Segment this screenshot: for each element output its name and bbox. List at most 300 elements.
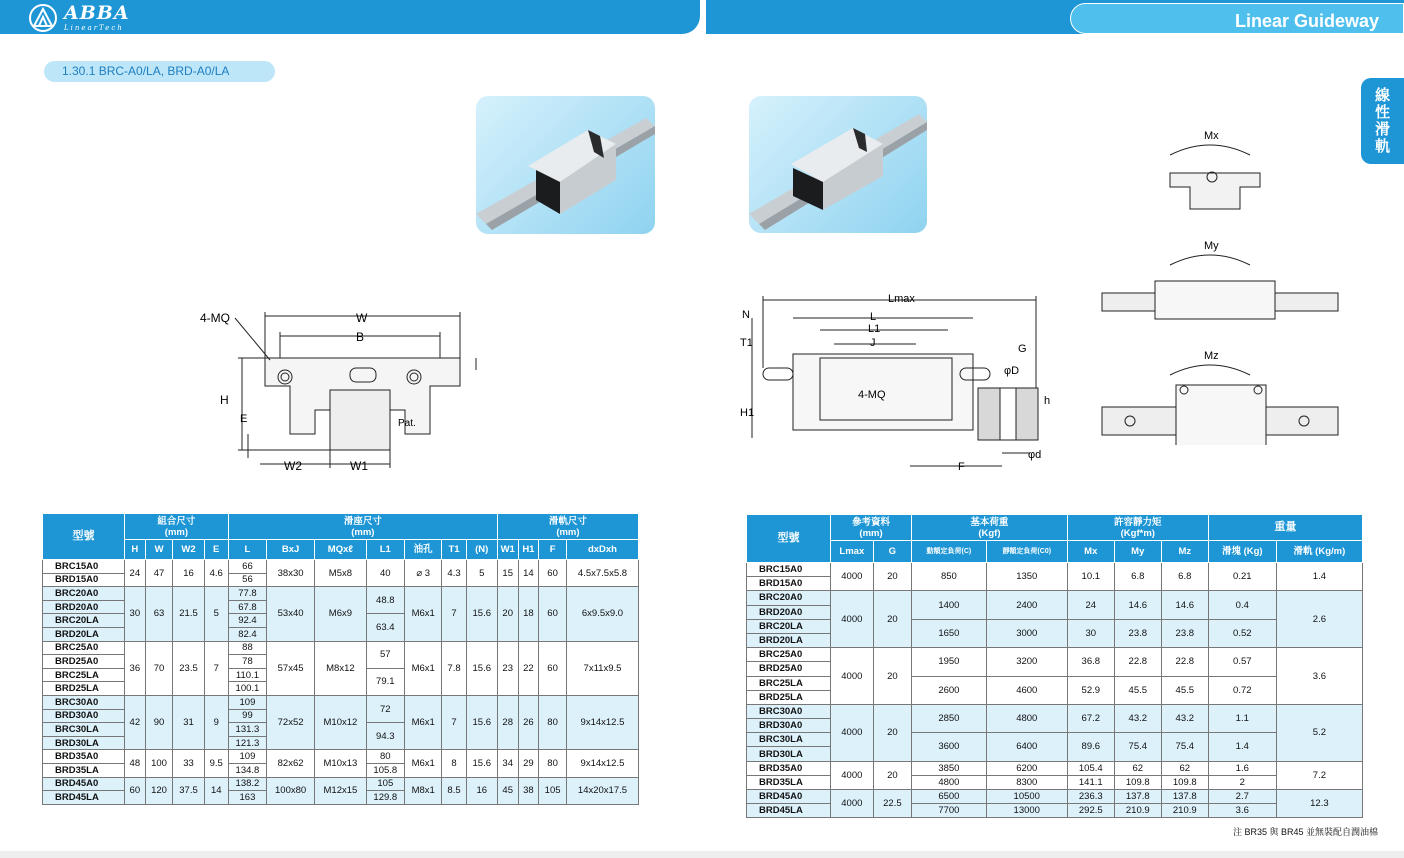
value-cell: 100.1	[228, 682, 266, 696]
column-header: W	[145, 540, 173, 560]
value-cell: 45.5	[1114, 676, 1161, 704]
value-cell: 4600	[986, 676, 1067, 704]
label-g: G	[1018, 343, 1027, 355]
model-cell: BRD15A0	[747, 577, 831, 591]
model-cell: BRD30LA	[43, 736, 125, 750]
value-cell: 43.2	[1114, 704, 1161, 732]
model-cell: BRD30LA	[747, 747, 831, 761]
value-cell: 850	[912, 563, 987, 591]
value-cell: 20	[873, 704, 911, 761]
label-h-small: h	[1044, 395, 1051, 407]
label-phid-small: φd	[1028, 449, 1042, 461]
value-cell: 1350	[986, 563, 1067, 591]
header-group-weight: 重量	[1208, 515, 1362, 541]
value-cell: 0.4	[1208, 591, 1276, 619]
value-cell: 14x20x17.5	[566, 777, 638, 804]
value-cell: 8	[442, 750, 466, 777]
value-cell: 3600	[912, 733, 987, 761]
value-cell: 10.1	[1067, 563, 1114, 591]
model-cell: BRD35A0	[747, 761, 831, 775]
label-l: L	[870, 311, 877, 323]
value-cell: 109	[228, 750, 266, 764]
value-cell: 20	[873, 761, 911, 789]
model-cell: BRD45LA	[747, 804, 831, 818]
value-cell: 4000	[831, 591, 874, 648]
column-header: (N)	[466, 540, 497, 560]
model-cell: BRD25A0	[43, 655, 125, 669]
model-cell: BRC20A0	[43, 587, 125, 601]
value-cell: 15	[497, 560, 518, 587]
value-cell: 62	[1114, 761, 1161, 775]
value-cell: M12x15	[315, 777, 367, 804]
table-row	[747, 761, 1363, 775]
model-cell: BRD30A0	[747, 719, 831, 733]
model-cell: BRC25LA	[43, 668, 125, 682]
value-cell: 137.8	[1161, 790, 1208, 804]
moment-diagrams	[1100, 125, 1340, 445]
label-b: B	[356, 330, 365, 344]
value-cell: 38	[518, 777, 539, 804]
value-cell: 2850	[912, 704, 987, 732]
product-photo-1	[476, 96, 655, 234]
value-cell: 109.8	[1114, 775, 1161, 789]
value-cell: 15.6	[466, 695, 497, 749]
table-row	[43, 587, 639, 601]
value-cell: 15.6	[466, 750, 497, 777]
value-cell: 5	[204, 587, 228, 641]
value-cell: 3.6	[1276, 648, 1362, 705]
page-title: Linear Guideway	[1234, 11, 1379, 31]
value-cell: 99	[228, 709, 266, 723]
model-cell: BRD20A0	[43, 600, 125, 614]
value-cell: 62	[1161, 761, 1208, 775]
value-cell: 37.5	[173, 777, 204, 804]
value-cell: 6.8	[1114, 563, 1161, 591]
header-group-assembly: 組合尺寸 (mm)	[125, 514, 229, 540]
value-cell: 134.8	[228, 763, 266, 777]
model-cell: BRC30A0	[747, 704, 831, 718]
value-cell: 4.6	[204, 560, 228, 587]
model-cell: BRC30LA	[747, 733, 831, 747]
column-header: F	[539, 540, 567, 560]
value-cell: 163	[228, 791, 266, 805]
table-row	[43, 750, 639, 764]
value-cell: 88	[228, 641, 266, 655]
header-model: 型號	[43, 514, 125, 560]
value-cell: 38x30	[267, 560, 315, 587]
column-header: BxJ	[267, 540, 315, 560]
value-cell: 23.8	[1114, 619, 1161, 647]
abba-logo-icon	[28, 4, 58, 32]
end-view-drawing	[190, 300, 510, 480]
value-cell: 7700	[912, 804, 987, 818]
model-cell: BRD35A0	[43, 750, 125, 764]
value-cell: 22.5	[873, 790, 911, 818]
label-4mq-right: 4-MQ	[858, 389, 886, 401]
value-cell: 15.6	[466, 641, 497, 695]
model-cell: BRD25LA	[747, 690, 831, 704]
value-cell: 78	[228, 655, 266, 669]
value-cell: 80	[366, 750, 404, 764]
value-cell: 80	[539, 750, 567, 777]
model-cell: BRD25A0	[747, 662, 831, 676]
value-cell: 45	[497, 777, 518, 804]
value-cell: M6x9	[315, 587, 367, 641]
value-cell: 5.2	[1276, 704, 1362, 761]
value-cell: 75.4	[1114, 733, 1161, 761]
model-cell: BRD30A0	[43, 709, 125, 723]
value-cell: 15.6	[466, 587, 497, 641]
value-cell: 94.3	[366, 723, 404, 750]
value-cell: 52.9	[1067, 676, 1114, 704]
header-group-block: 滑座尺寸 (mm)	[228, 514, 497, 540]
value-cell: 22.8	[1161, 648, 1208, 676]
value-cell: 4000	[831, 704, 874, 761]
value-cell: 33	[173, 750, 204, 777]
value-cell: 2600	[912, 676, 987, 704]
column-header: E	[204, 540, 228, 560]
value-cell: 105	[366, 777, 404, 791]
label-n: N	[742, 309, 750, 321]
value-cell: 13000	[986, 804, 1067, 818]
value-cell: 9.5	[204, 750, 228, 777]
value-cell: 9	[204, 695, 228, 749]
value-cell: 3200	[986, 648, 1067, 676]
value-cell: 100x80	[267, 777, 315, 804]
label-phid-big: φD	[1004, 365, 1020, 377]
value-cell: 24	[125, 560, 146, 587]
value-cell: 4000	[831, 563, 874, 591]
model-cell: BRD15A0	[43, 573, 125, 587]
table-row	[747, 790, 1363, 804]
value-cell: 110.1	[228, 668, 266, 682]
model-cell: BRD45A0	[43, 777, 125, 791]
value-cell: 7.2	[1276, 761, 1362, 789]
abba-logo	[28, 4, 130, 32]
load-table	[746, 514, 1363, 818]
value-cell: 16	[466, 777, 497, 804]
value-cell: 7.8	[442, 641, 466, 695]
header-group-moment: 許容靜力矩 (Kgf*m)	[1067, 515, 1208, 541]
model-cell: BRC25LA	[747, 676, 831, 690]
table-row	[43, 777, 639, 791]
value-cell: M6x1	[404, 641, 442, 695]
label-l1: L1	[868, 323, 881, 335]
value-cell: 6400	[986, 733, 1067, 761]
column-header: Mx	[1067, 541, 1114, 563]
model-cell: BRD20LA	[43, 627, 125, 641]
value-cell: 60	[539, 587, 567, 641]
column-header: G	[873, 541, 911, 563]
value-cell: 2.6	[1276, 591, 1362, 648]
header-group-load: 基本荷重 (Kgf)	[912, 515, 1068, 541]
value-cell: 23	[497, 641, 518, 695]
column-header: My	[1114, 541, 1161, 563]
value-cell: 48	[125, 750, 146, 777]
value-cell: 63.4	[366, 614, 404, 641]
label-4mq: 4-MQ	[200, 311, 230, 325]
side-view-drawing	[738, 288, 1078, 478]
value-cell: 210.9	[1161, 804, 1208, 818]
value-cell: 210.9	[1114, 804, 1161, 818]
column-header: dxDxh	[566, 540, 638, 560]
header-group-rail: 滑軌尺寸 (mm)	[497, 514, 638, 540]
value-cell: 131.3	[228, 723, 266, 737]
label-t1: T1	[740, 337, 753, 349]
value-cell: 9x14x12.5	[566, 695, 638, 749]
value-cell: 3000	[986, 619, 1067, 647]
value-cell: 7x11x9.5	[566, 641, 638, 695]
table-row	[43, 641, 639, 655]
value-cell: 57	[366, 641, 404, 668]
label-w2: W2	[284, 459, 302, 473]
model-cell: BRC20LA	[747, 619, 831, 633]
value-cell: 1950	[912, 648, 987, 676]
value-cell: 24	[1067, 591, 1114, 619]
value-cell: 12.3	[1276, 790, 1362, 818]
value-cell: 4000	[831, 648, 874, 705]
label-h: H	[220, 393, 229, 407]
model-cell: BRD20LA	[747, 633, 831, 647]
value-cell: 36	[125, 641, 146, 695]
value-cell: M10x12	[315, 695, 367, 749]
value-cell: 4000	[831, 761, 874, 789]
value-cell: 6.8	[1161, 563, 1208, 591]
value-cell: 14	[204, 777, 228, 804]
value-cell: 4800	[986, 704, 1067, 732]
value-cell: 63	[145, 587, 173, 641]
model-cell: BRC30A0	[43, 695, 125, 709]
value-cell: 72	[366, 695, 404, 722]
value-cell: 109.8	[1161, 775, 1208, 789]
column-header: H1	[518, 540, 539, 560]
value-cell: 2400	[986, 591, 1067, 619]
value-cell: 137.8	[1114, 790, 1161, 804]
value-cell: 0.21	[1208, 563, 1276, 591]
value-cell: 120	[145, 777, 173, 804]
value-cell: 105.4	[1067, 761, 1114, 775]
value-cell: 292.5	[1067, 804, 1114, 818]
value-cell: 40	[366, 560, 404, 587]
column-header: 油孔	[404, 540, 442, 560]
value-cell: M5x8	[315, 560, 367, 587]
header-model: 型號	[747, 515, 831, 563]
value-cell: M8x1	[404, 777, 442, 804]
table-row	[747, 563, 1363, 577]
value-cell: 45.5	[1161, 676, 1208, 704]
value-cell: 72x52	[267, 695, 315, 749]
table-row	[747, 648, 1363, 662]
guideway-photo-image-2	[749, 96, 927, 233]
value-cell: 20	[873, 591, 911, 648]
value-cell: 1.6	[1208, 761, 1276, 775]
value-cell: 34	[497, 750, 518, 777]
guideway-photo-image	[476, 96, 655, 234]
value-cell: 7	[442, 587, 466, 641]
value-cell: 3850	[912, 761, 987, 775]
model-cell: BRD45LA	[43, 791, 125, 805]
header-title-tab	[1070, 3, 1404, 34]
value-cell: 20	[873, 648, 911, 705]
label-lmax: Lmax	[888, 293, 915, 305]
value-cell: 18	[518, 587, 539, 641]
value-cell: 20	[873, 563, 911, 591]
side-chapter-tab	[1361, 78, 1404, 164]
value-cell: 29	[518, 750, 539, 777]
value-cell: 48.8	[366, 587, 404, 614]
value-cell: ⌀ 3	[404, 560, 442, 587]
value-cell: 14.6	[1114, 591, 1161, 619]
label-pat: Pat.	[398, 418, 416, 429]
logo-subtext: LinearTech	[64, 24, 124, 32]
value-cell: 138.2	[228, 777, 266, 791]
value-cell: 31	[173, 695, 204, 749]
dimension-table	[42, 513, 639, 805]
value-cell: 89.6	[1067, 733, 1114, 761]
value-cell: 26	[518, 695, 539, 749]
value-cell: 82.4	[228, 627, 266, 641]
value-cell: 56	[228, 573, 266, 587]
model-cell: BRC15A0	[43, 560, 125, 574]
value-cell: 100	[145, 750, 173, 777]
value-cell: 14	[518, 560, 539, 587]
label-h1: H1	[740, 407, 755, 419]
value-cell: 5	[466, 560, 497, 587]
column-header: W2	[173, 540, 204, 560]
value-cell: 8.5	[442, 777, 466, 804]
value-cell: 60	[539, 560, 567, 587]
value-cell: M6x1	[404, 695, 442, 749]
side-tab-label: 線 性 滑 軌	[1374, 87, 1390, 155]
value-cell: 1650	[912, 619, 987, 647]
value-cell: 3.6	[1208, 804, 1276, 818]
table-row	[43, 695, 639, 709]
value-cell: 66	[228, 560, 266, 574]
value-cell: 7	[442, 695, 466, 749]
value-cell: 4.3	[442, 560, 466, 587]
value-cell: 77.8	[228, 587, 266, 601]
value-cell: 8300	[986, 775, 1067, 789]
value-cell: 22.8	[1114, 648, 1161, 676]
value-cell: 1400	[912, 591, 987, 619]
value-cell: 28	[497, 695, 518, 749]
value-cell: 1.4	[1208, 733, 1276, 761]
footnote: 注 BR35 與 BR45 並無裝配自潤油棉	[1233, 827, 1379, 837]
column-header: MQxℓ	[315, 540, 367, 560]
column-header: T1	[442, 540, 466, 560]
value-cell: 47	[145, 560, 173, 587]
value-cell: 57x45	[267, 641, 315, 695]
value-cell: 92.4	[228, 614, 266, 628]
bottom-bar	[0, 851, 1404, 858]
value-cell: M8x12	[315, 641, 367, 695]
value-cell: 4.5x7.5x5.8	[566, 560, 638, 587]
value-cell: 7	[204, 641, 228, 695]
value-cell: 79.1	[366, 668, 404, 695]
value-cell: 42	[125, 695, 146, 749]
model-cell: BRC20LA	[43, 614, 125, 628]
value-cell: 30	[1067, 619, 1114, 647]
value-cell: 2.7	[1208, 790, 1276, 804]
label-my: My	[1204, 240, 1219, 252]
column-header: L	[228, 540, 266, 560]
value-cell: 9x14x12.5	[566, 750, 638, 777]
column-header: L1	[366, 540, 404, 560]
value-cell: 4800	[912, 775, 987, 789]
value-cell: 60	[125, 777, 146, 804]
value-cell: 141.1	[1067, 775, 1114, 789]
value-cell: 70	[145, 641, 173, 695]
value-cell: 109	[228, 695, 266, 709]
value-cell: 4000	[831, 790, 874, 818]
value-cell: M6x1	[404, 587, 442, 641]
value-cell: 1.1	[1208, 704, 1276, 732]
value-cell: 1.4	[1276, 563, 1362, 591]
column-header: Mz	[1161, 541, 1208, 563]
model-cell: BRD45A0	[747, 790, 831, 804]
value-cell: 0.52	[1208, 619, 1276, 647]
value-cell: 36.8	[1067, 648, 1114, 676]
value-cell: 129.8	[366, 791, 404, 805]
column-header: 滑軌 (Kg/m)	[1276, 541, 1362, 563]
model-cell: BRC20A0	[747, 591, 831, 605]
logo-text: ABBA	[64, 2, 130, 24]
value-cell: 23.5	[173, 641, 204, 695]
value-cell: 10500	[986, 790, 1067, 804]
model-cell: BRC25A0	[747, 648, 831, 662]
model-cell: BRD20A0	[747, 605, 831, 619]
product-photo-2	[749, 96, 927, 233]
value-cell: 43.2	[1161, 704, 1208, 732]
model-cell: BRD35LA	[43, 763, 125, 777]
value-cell: 23.8	[1161, 619, 1208, 647]
label-e: E	[240, 413, 248, 425]
model-cell: BRC15A0	[747, 563, 831, 577]
value-cell: 80	[539, 695, 567, 749]
value-cell: 67.2	[1067, 704, 1114, 732]
column-header: 滑塊 (Kg)	[1208, 541, 1276, 563]
value-cell: 67.8	[228, 600, 266, 614]
table-row	[747, 591, 1363, 605]
value-cell: 75.4	[1161, 733, 1208, 761]
label-f: F	[958, 461, 965, 473]
model-cell: BRC30LA	[43, 723, 125, 737]
table-row	[43, 560, 639, 574]
value-cell: M10x13	[315, 750, 367, 777]
value-cell: 21.5	[173, 587, 204, 641]
value-cell: 22	[518, 641, 539, 695]
value-cell: 20	[497, 587, 518, 641]
value-cell: 6200	[986, 761, 1067, 775]
value-cell: 14.6	[1161, 591, 1208, 619]
value-cell: 0.72	[1208, 676, 1276, 704]
value-cell: 30	[125, 587, 146, 641]
value-cell: 121.3	[228, 736, 266, 750]
model-cell: BRD25LA	[43, 682, 125, 696]
value-cell: 53x40	[267, 587, 315, 641]
label-w: W	[356, 311, 368, 325]
value-cell: 105.8	[366, 763, 404, 777]
label-mz: Mz	[1204, 350, 1219, 362]
label-w1: W1	[350, 459, 368, 473]
label-mx: Mx	[1204, 130, 1219, 142]
column-header: 靜額定負荷(C0)	[986, 541, 1067, 563]
column-header: W1	[497, 540, 518, 560]
value-cell: 2	[1208, 775, 1276, 789]
value-cell: 90	[145, 695, 173, 749]
value-cell: 236.3	[1067, 790, 1114, 804]
label-j: J	[870, 337, 876, 349]
